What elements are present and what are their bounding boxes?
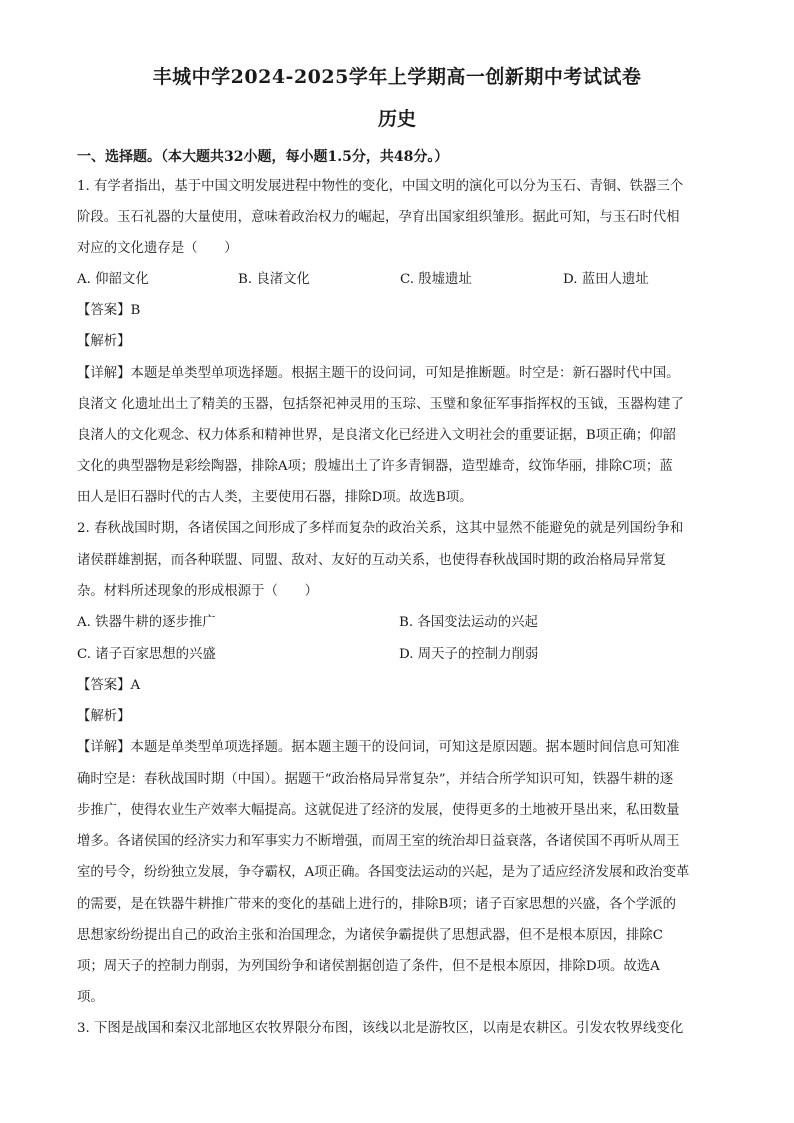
q1-answer: 【答案】B <box>77 303 141 318</box>
q1-detail-line: 良渚人的文化观念、权力体系和精神世界，是良渚文化已经进入文明社会的重要证据，B项正确；仰韶 <box>77 428 677 443</box>
q2-detail-line: 的需要，是在铁器牛耕推广带来的变化的基础上进行的，排除B项；诸子百家思想的兴盛，各个学派的 <box>77 897 677 912</box>
q2-detail-line: 确时空是：春秋战国时期（中国）。据题干“政治格局异常复杂”，并结合所学知识可知，铁器牛耕的逐 <box>77 772 674 787</box>
q2-option-d: D. 周天子的控制力削弱 <box>399 647 539 662</box>
q2-detail-line: 室的号令，纷纷独立发展，争夺霸权，A项正确。各国变法运动的兴起，是为了适应经济发展和政治变革 <box>77 865 690 880</box>
q2-detail-line: 步推广，使得农业生产效率大幅提高。这就促进了经济的发展，使得更多的土地被开垦出来，私田数量 <box>77 803 680 818</box>
q1-option-d: D. 蓝田人遗址 <box>563 272 649 287</box>
q1-option-b: B. 良渚文化 <box>238 272 310 287</box>
q2-stem-line: 2. 春秋战国时期，各诸侯国之间形成了多样而复杂的政治关系，这其中显然不能避免的就是列国纷争和 <box>77 521 684 536</box>
q1-option-c: C. 殷墟遗址 <box>400 272 472 287</box>
q2-analysis-label: 【解析】 <box>77 709 131 724</box>
q2-detail-line: 项；周天子的控制力削弱，为列国纷争和诸侯割据创造了条件，但不是根本原因，排除D项。故选A <box>77 959 660 974</box>
q1-option-a: A. 仰韶文化 <box>77 272 149 287</box>
q2-detail-line: 思想家纷纷提出自己的政治主张和治国理念，为诸侯争霸提供了思想武器，但不是根本原因，排除C <box>77 928 664 943</box>
q1-detail-line: 【详解】本题是单类型单项选择题。根据主题干的设问词，可知是推断题。时空是：新石器时代中国。 <box>77 366 680 381</box>
q1-detail-line: 良渚文 化遗址出土了精美的玉器，包括祭祀神灵用的玉琮、玉璧和象征军事指挥权的玉钺，玉器构建了 <box>77 397 684 412</box>
subject-title: 历史 <box>377 108 416 130</box>
q2-option-b: B. 各国变法运动的兴起 <box>399 615 538 630</box>
q2-option-c: C. 诸子百家思想的兴盛 <box>77 647 216 662</box>
q2-stem-line: 诸侯群雄割据，而各种联盟、同盟、敌对、友好的互动关系，也使得春秋战国时期的政治格局异常复 <box>77 553 667 568</box>
section-heading: 一、选择题。（本大题共32小题，每小题1.5分，共48分。） <box>77 149 449 165</box>
q2-detail-line: 增多。各诸侯国的经济实力和军事实力不断增强，而周王室的统治却日益衰落，各诸侯国不再听从周王 <box>77 834 680 849</box>
q1-stem-line: 对应的文化遗存是（ ） <box>77 241 238 256</box>
q2-stem-line: 杂。材料所述现象的形成根源于（ ） <box>77 584 319 599</box>
q1-detail-line: 文化的典型器物是彩绘陶器，排除A项；殷墟出土了许多青铜器，造型雄奇，纹饰华丽，排除C项；蓝 <box>77 459 673 474</box>
q1-stem-line: 1. 有学者指出，基于中国文明发展进程中物性的变化，中国文明的演化可以分为玉石、青铜、铁器三个 <box>77 179 684 194</box>
q2-detail-line: 【详解】本题是单类型单项选择题。据本题主题干的设问词，可知这是原因题。据本题时间信息可知准 <box>77 740 680 755</box>
q1-stem-line: 阶段。玉石礼器的大量使用，意味着政治权力的崛起，孕育出国家组织雏形。据此可知，与玉石时代相 <box>77 210 680 225</box>
q1-detail-line: 田人是旧石器时代的古人类，主要使用石器，排除D项。故选B项。 <box>77 490 473 505</box>
q2-answer: 【答案】A <box>77 678 141 693</box>
q2-detail-line: 项。 <box>77 990 104 1005</box>
q3-stem-line: 3. 下图是战国和秦汉北部地区农牧界限分布图，该线以北是游牧区，以南是农耕区。引发农牧界线变化 <box>77 1021 684 1036</box>
q1-analysis-label: 【解析】 <box>77 334 131 349</box>
q2-option-a: A. 铁器牛耕的逐步推广 <box>77 615 216 630</box>
exam-title: 丰城中学2024-2025学年上学期高一创新期中考试试卷 <box>152 66 642 88</box>
